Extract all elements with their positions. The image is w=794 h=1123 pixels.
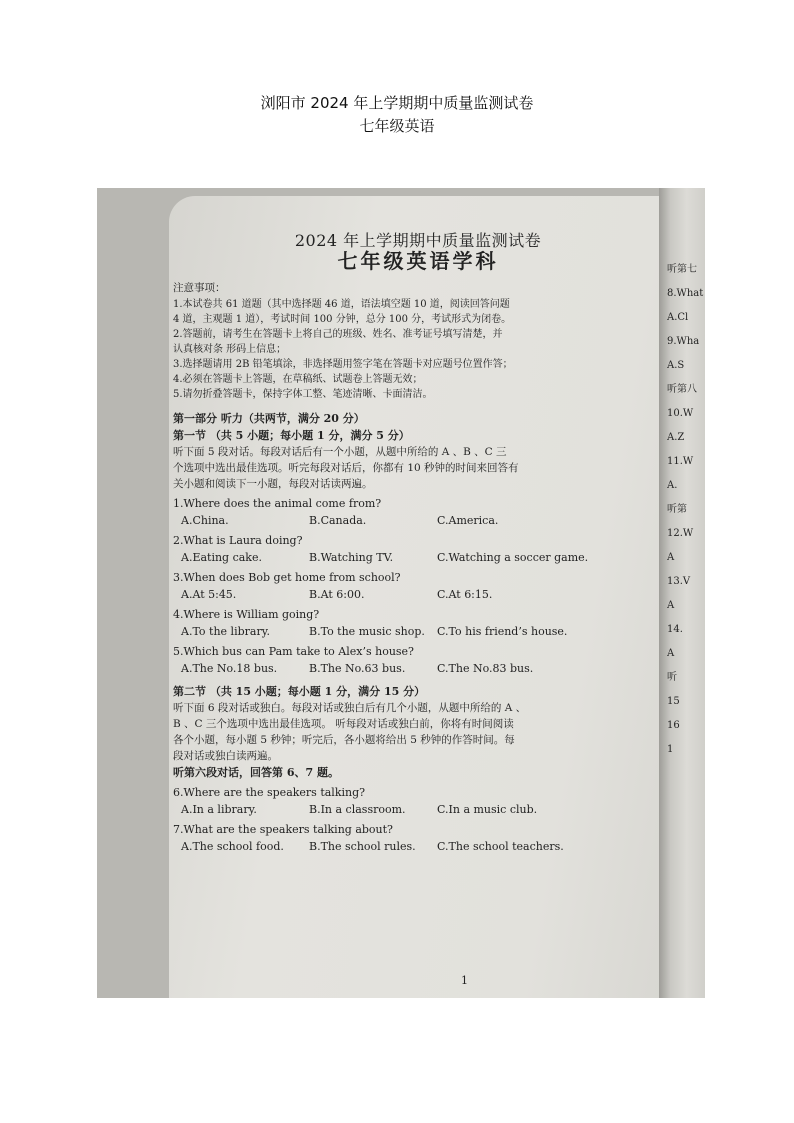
question <box>173 532 663 566</box>
question <box>173 643 663 677</box>
fragment-line: 14. <box>667 624 683 635</box>
fragment-line: 12.W <box>667 528 694 539</box>
option-b: B.The No.63 bus. <box>309 662 406 675</box>
fragment-line: A.Cl <box>667 312 689 323</box>
question-options <box>181 512 663 529</box>
option-b: B.To the music shop. <box>309 625 425 638</box>
question <box>173 569 663 603</box>
fragment-line: A.Z <box>667 432 685 443</box>
section-two-instructions <box>173 700 663 764</box>
note-line: 3.选择题请用 2B 铅笔填涂，非选择题用签字笔在答题卡对应题号位置作答； <box>173 359 513 370</box>
option-c: C.America. <box>437 514 499 527</box>
instruction-line: 各个小题，每小题 5 秒钟；听完后，各小题将给出 5 秒钟的作答时间。每 <box>173 734 515 746</box>
fragment-line: A <box>667 600 675 611</box>
option-a: A.In a library. <box>181 803 257 816</box>
note-line: 1.本试卷共 61 道题（其中选择题 46 道，语法填空题 10 道，阅读回答问题 <box>173 299 510 310</box>
question-options <box>181 838 663 855</box>
question-options <box>181 586 663 603</box>
fragment-line: A.S <box>667 360 685 371</box>
question-text: 5.Which bus can Pam take to Alex’s house? <box>173 645 414 658</box>
option-b: B.At 6:00. <box>309 588 365 601</box>
question <box>173 821 663 855</box>
header-line-1: 浏阳市 2024 年上学期期中质量监测试卷 <box>260 94 534 112</box>
instruction-line: 听下面 5 段对话。每段对话后有一个小题，从题中所给的 A 、B 、C 三 <box>173 446 507 458</box>
option-c: C.To his friend’s house. <box>437 625 568 638</box>
fragment-line: A. <box>667 480 678 491</box>
fragment-line: 11.W <box>667 456 694 467</box>
question-options <box>181 660 663 677</box>
question-text: 1.Where does the animal come from? <box>173 497 382 510</box>
fragment-line: 13.V <box>667 576 691 587</box>
fragment-line: 1 <box>667 744 674 755</box>
option-b: B.Canada. <box>309 514 367 527</box>
fragment-line: 听第八 <box>667 384 697 395</box>
fragment-line: A <box>667 552 675 563</box>
option-a: A.Eating cake. <box>181 551 262 564</box>
section-two-heading: 第二节 （共 15 小题；每小题 1 分，满分 15 分） <box>173 685 426 698</box>
page-number: 1 <box>461 974 468 987</box>
question <box>173 784 663 818</box>
question-text: 2.What is Laura doing? <box>173 534 303 547</box>
option-a: A.At 5:45. <box>181 588 237 601</box>
instruction-line: 关小题和阅读下一小题，每段对话读两遍。 <box>173 478 373 490</box>
next-page-fragment <box>667 258 705 762</box>
fragment-line: 16 <box>667 720 680 731</box>
fragment-line: 8.What <box>667 288 704 299</box>
question-options <box>181 549 663 566</box>
question <box>173 495 663 529</box>
question-text: 6.Where are the speakers talking? <box>173 786 366 799</box>
option-a: A.To the library. <box>181 625 270 638</box>
exam-title: 2024 年上学期期中质量监测试卷 <box>294 231 542 250</box>
part-one-heading: 第一部分 听力（共两节，满分 20 分） <box>173 412 365 425</box>
question-text: 3.When does Bob get home from school? <box>173 571 401 584</box>
note-line: 认真核对条 形码上信息； <box>173 344 287 355</box>
option-b: B.In a classroom. <box>309 803 406 816</box>
option-b: B.Watching TV. <box>309 551 394 564</box>
option-c: C.The No.83 bus. <box>437 662 534 675</box>
exam-photo <box>97 188 705 998</box>
document-header <box>0 92 794 138</box>
question-text: 7.What are the speakers talking about? <box>173 823 393 836</box>
fragment-line: 10.W <box>667 408 694 419</box>
note-line: 4.必须在答题卡上答题，在草稿纸、试题卷上答题无效； <box>173 374 423 385</box>
fragment-line: 听第七 <box>667 264 697 275</box>
question-options <box>181 801 663 818</box>
dialogue-six-heading: 听第六段对话，回答第 6、7 题。 <box>173 766 339 779</box>
notes-list <box>173 297 663 402</box>
instruction-line: 听下面 6 段对话或独白。每段对话或独白后有几个小题，从题中所给的 A 、 <box>173 702 527 714</box>
instruction-line: 段对话或独白读两遍。 <box>173 750 278 762</box>
question-text: 4.Where is William going? <box>173 608 320 621</box>
option-c: C.At 6:15. <box>437 588 493 601</box>
note-line: 2.答题前，请考生在答题卡上将自己的班级、姓名、准考证号填写清楚，并 <box>173 329 503 340</box>
fragment-line: 听第 <box>667 504 687 515</box>
option-a: A.The school food. <box>181 840 284 853</box>
exam-page <box>173 231 663 987</box>
option-c: C.Watching a soccer game. <box>437 551 589 564</box>
question-options <box>181 623 663 640</box>
fragment-line: 9.Wha <box>667 336 700 347</box>
option-c: C.In a music club. <box>437 803 538 816</box>
section-one-instructions <box>173 444 663 492</box>
section-one-heading: 第一节 （共 5 小题；每小题 1 分，满分 5 分） <box>173 429 410 442</box>
question-group-2 <box>173 784 663 855</box>
instruction-line: 个选项中选出最佳选项。听完每段对话后，你都有 10 秒钟的时间来回答有 <box>173 462 519 474</box>
notes-heading: 注意事项： <box>173 282 226 294</box>
note-line: 4 道，主观题 1 道），考试时间 100 分钟，总分 100 分，考试形式为闭卷。 <box>173 314 512 325</box>
option-a: A.China. <box>181 514 229 527</box>
instruction-line: B 、C 三个选项中选出最佳选项。 听每段对话或独白前，你将有时间阅读 <box>173 718 514 730</box>
fragment-line: 15 <box>667 696 680 707</box>
question <box>173 606 663 640</box>
fragment-line: 听 <box>667 672 677 683</box>
option-c: C.The school teachers. <box>437 840 564 853</box>
note-line: 5.请勿折叠答题卡，保持字体工整、笔迹清晰、卡面清洁。 <box>173 389 433 400</box>
header-line-2: 七年级英语 <box>359 117 435 135</box>
option-a: A.The No.18 bus. <box>181 662 278 675</box>
fragment-line: A <box>667 648 675 659</box>
exam-subject-title: 七年级英语学科 <box>337 249 499 273</box>
option-b: B.The school rules. <box>309 840 416 853</box>
question-group-1 <box>173 495 663 677</box>
